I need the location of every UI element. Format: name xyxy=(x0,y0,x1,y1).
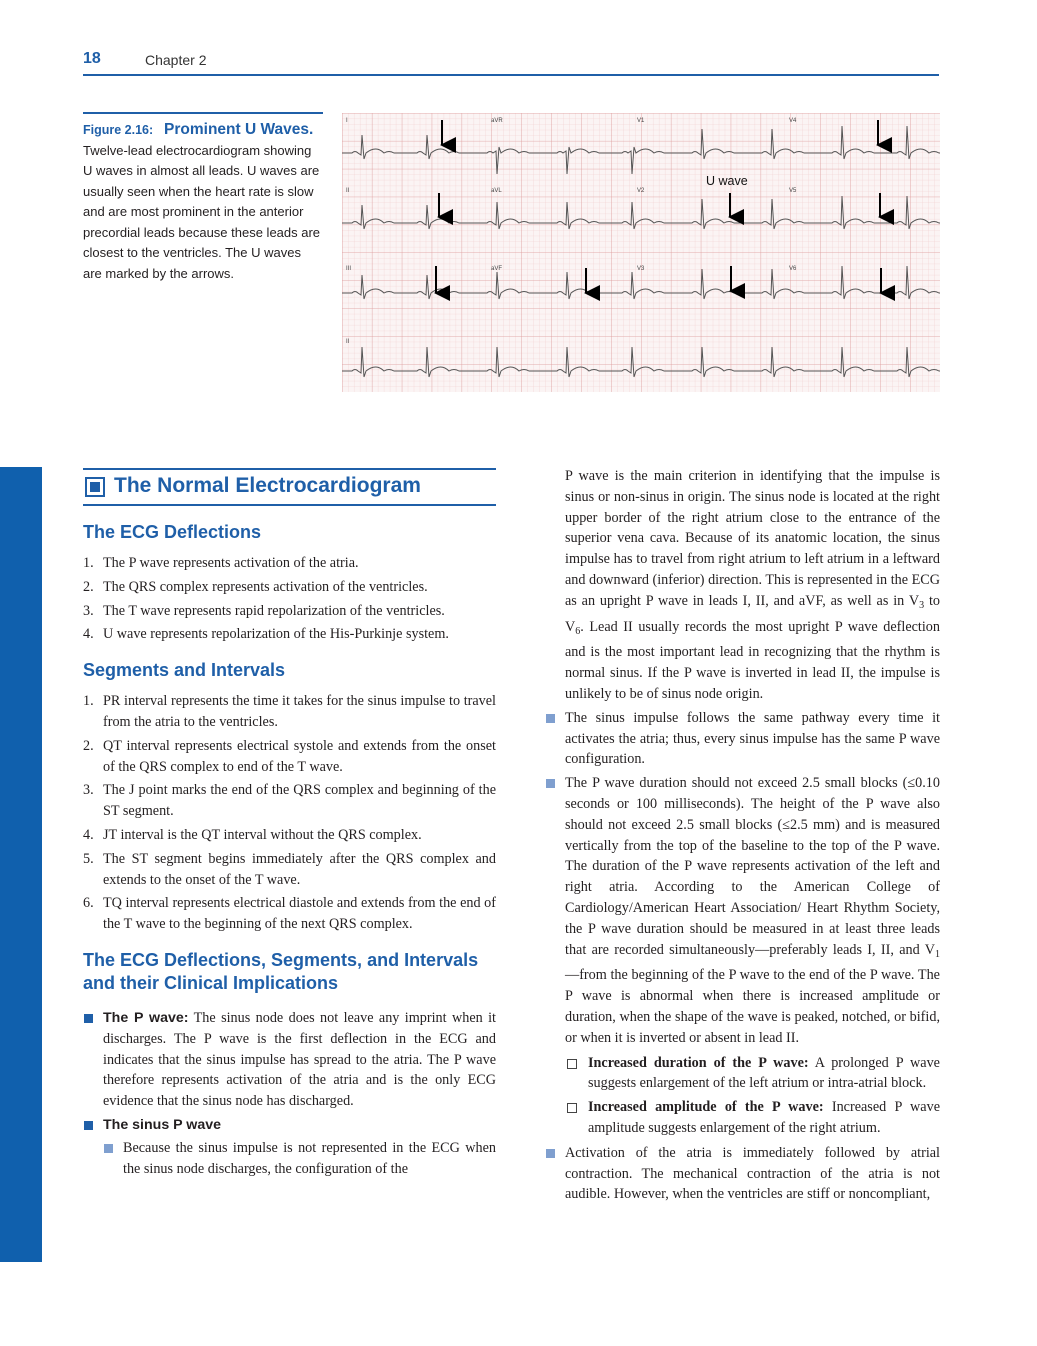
segments-list xyxy=(83,691,496,935)
square-bullet-icon xyxy=(546,1149,555,1158)
clinical-list xyxy=(83,1008,496,1179)
paragraph: P wave is the main criterion in identifying that the impulse is sinus or non-sinus in origin. The sinus node is located at the right upper border of the right atrium close to the entrance of the superior vena cava. Because of its anatomic location, the sinus impulse has to travel from right atrium to left atrium in a leftward and downward (inferior) direction. This is represented in the ECG as an upright P wave in leads I, II, and aVF, as well as in $V_3$ to $V_6$. Lead II usually records the most upright P wave deflection and is the most important lead in recognizing that the rhythm is normal sinus. If the P wave is inverted in lead II, the impulse is unlikely to be of sinus node origin. xyxy=(565,468,940,702)
ecg-figure xyxy=(342,113,940,392)
lead-label: I xyxy=(346,118,348,124)
square-bullet-icon xyxy=(546,779,555,788)
list-item: The P wave duration should not exceed 2.5 small blocks (≤0.10 seconds or 100 milliseconds). The height of the P wave also should not exceed 2.5 small blocks (≤2.5 mm) and is measured vertically from the top of the baseline to the top of the P wave. The duration of the P wave represents activation of the left and right atria. According to the American College of Cardiology/American Heart Association/ Heart Rhythm Society, the P wave duration should be measured in at least three leads that are recorded simultaneously—preferably leads I, II, and $V_1—from$ the beginning of the P wave to the end of the P wave. The P wave is abnormal when there is increased amplitude or duration, when the shape of the wave is peaked, notched, or bifid, or when it is inverted or absent in lead II. Increased duration of the P wave: A prolonged P wave suggests enlargement of the left atrium or intra-atrial block. Increased amplitude of the P wave: Increased P wave amplitude suggests enlargement of the right atrium. xyxy=(545,773,940,1139)
chapter-label: Chapter 2 xyxy=(145,52,207,68)
right-column xyxy=(545,466,940,1208)
lead-label: II xyxy=(346,188,350,194)
lead-label: III xyxy=(346,266,352,272)
lead-label: aVR xyxy=(491,118,503,124)
list-item: 4. U wave represents repolarization of the His-Purkinje system. xyxy=(83,626,449,643)
list-item: Increased amplitude of the P wave: Increased P wave amplitude suggests enlargement of the right atrium. xyxy=(565,1097,940,1139)
checkbox-bullet-icon xyxy=(567,1103,577,1113)
section-header xyxy=(83,468,496,506)
checkbox-bullet-icon xyxy=(567,1059,577,1069)
section-square-icon xyxy=(85,477,105,497)
list-item: 1. PR interval represents the time it takes for the sinus impulse to travel from the atria to the ventricles. xyxy=(83,693,496,730)
page-header xyxy=(83,48,939,76)
list-item: 1. The P wave represents activation of the atria. xyxy=(83,555,359,571)
lead-label: aVF xyxy=(491,266,503,272)
list-item: 4. JT interval is the QT interval without the QRS complex. xyxy=(83,826,422,843)
square-bullet-icon xyxy=(546,714,555,723)
list-item: The P wave: The sinus node does not leave any imprint when it discharges. The P wave is the first deflection in the ECG and indicates that the sinus impulse has spread to the atria. The P wave therefore represents activation of the atria and is the only ECG evidence that the sinus node has discharged. xyxy=(83,1008,496,1112)
lead-label: V1 xyxy=(637,118,645,124)
list-item: Activation of the atria is immediately followed by atrial contraction. The mechanical contraction of the atria is not audible. However, when the ventricles are stiff or noncompliant, xyxy=(545,1143,940,1205)
square-bullet-icon xyxy=(84,1121,93,1130)
segments-heading: Segments and Intervals xyxy=(83,660,286,681)
square-bullet-icon xyxy=(84,1014,93,1023)
list-item: The sinus P wave Because the sinus impulse is not represented in the ECG when the sinus node discharges, the configuration of the xyxy=(83,1115,496,1179)
page-number: 18 xyxy=(83,50,101,67)
list-item: Increased duration of the P wave: A prolonged P wave suggests enlargement of the left atrium or intra-atrial block. xyxy=(565,1053,940,1095)
figure-caption xyxy=(83,112,323,284)
list-item: 5. The ST segment begins immediately after the QRS complex and extends to the onset of the T wave. xyxy=(83,850,496,888)
list-item: 2. The QRS complex represents activation of the ventricles. xyxy=(83,578,428,595)
ecg-deflections-list xyxy=(83,553,496,645)
clinical-heading: The ECG Deflections, Segments, and Intervals and their Clinical Implications xyxy=(83,949,479,993)
figure-caption-text: Twelve-lead electrocardiogram showing U waves in almost all leads. U waves are usually seen when the heart rate is slow and are most prominent in the anterior precordial leads because these leads are closest to the ventricles. The U waves are marked by the arrows. xyxy=(83,142,321,281)
left-column xyxy=(83,468,496,1182)
figure-label: Figure 2.16: xyxy=(83,123,154,137)
lead-label: aVL xyxy=(491,188,502,194)
lead-label: II xyxy=(346,339,350,345)
list-item: Because the sinus impulse is not represented in the ECG when the sinus node discharges, the configuration of the xyxy=(103,1138,496,1180)
figure-title: Prominent U Waves. xyxy=(164,121,314,138)
lead-label: V4 xyxy=(789,118,797,124)
lead-label: V2 xyxy=(637,188,645,194)
ecg-deflections-heading: The ECG Deflections xyxy=(83,522,262,542)
square-bullet-icon xyxy=(104,1144,113,1153)
list-item: 2. QT interval represents electrical systole and extends from the onset of the QRS complex to end of the T wave. xyxy=(83,737,496,775)
u-wave-annotation: U wave xyxy=(706,174,748,188)
list-item: 3. The J point marks the end of the QRS complex and beginning of the ST segment. xyxy=(83,782,496,820)
section-title: The Normal Electrocardiogram xyxy=(114,474,421,497)
chapter-tab-bar xyxy=(0,467,42,1262)
lead-label: V5 xyxy=(789,188,797,194)
lead-label: V6 xyxy=(789,266,797,272)
list-item: 3. The T wave represents rapid repolarization of the ventricles. xyxy=(83,602,445,619)
right-list xyxy=(545,708,940,1205)
list-item: The sinus impulse follows the same pathway every time it activates the atria; thus, every sinus impulse has the same P wave configuration. xyxy=(545,708,940,770)
list-item: 6. TQ interval represents electrical diastole and extends from the end of the T wave to the beginning of the next QRS complex. xyxy=(83,895,496,933)
lead-label: V3 xyxy=(637,266,645,272)
